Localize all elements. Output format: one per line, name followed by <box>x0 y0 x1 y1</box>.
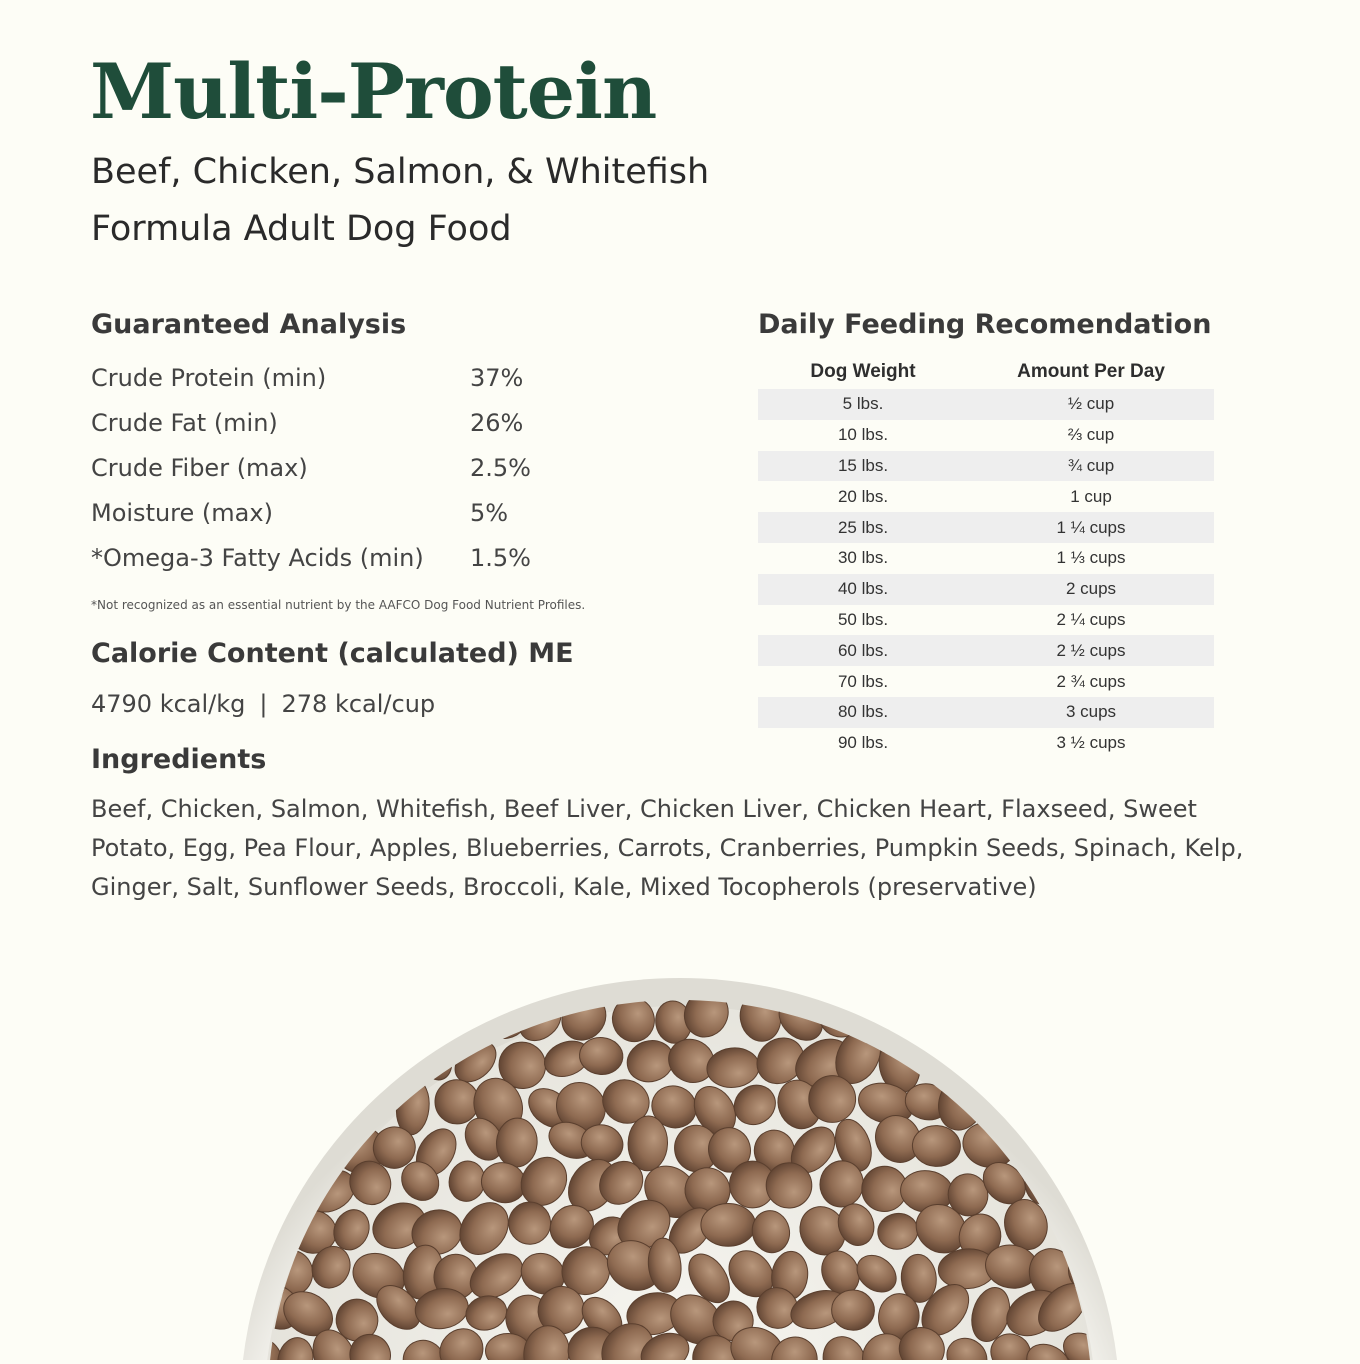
kibble-piece <box>263 1082 315 1123</box>
analysis-label: Crude Fat (min) <box>91 409 278 437</box>
kibble-piece <box>1067 1090 1116 1123</box>
kibble-piece <box>1126 1203 1187 1251</box>
feeding-weight: 25 lbs. <box>758 512 968 543</box>
kibble-piece <box>969 992 1028 1043</box>
ingredients-list: Beef, Chicken, Salmon, Whitefish, Beef Liver, Chicken Liver, Chicken Heart, Flaxseed, Sweet Potato, Egg, Pea Flour, Apples, Blueberries, Carrots, Cranberries, Pumpkin Seeds, Spinach, Kelp, Ginger, Salt, Sunflower Seeds, Broccoli, Kale, Mixed Tocopherols (preservative) <box>91 795 1244 901</box>
feeding-amount: 3 ½ cups <box>1056 733 1126 753</box>
calorie-values <box>91 690 435 718</box>
feeding-header-row <box>758 355 1214 389</box>
kibble-piece <box>314 998 348 1050</box>
feeding-amount: ⅔ cup <box>1067 425 1115 445</box>
table-row <box>758 420 1214 451</box>
kibble-piece <box>329 1032 381 1080</box>
feeding-weight: 30 lbs. <box>837 548 889 568</box>
table-row <box>758 574 1214 605</box>
kibble-piece <box>963 1035 1021 1093</box>
kibble-piece <box>1095 993 1160 1053</box>
table-row <box>758 512 1214 543</box>
analysis-value: 2.5% <box>470 454 531 482</box>
feeding-amount: ¾ cup <box>968 451 1214 482</box>
table-row <box>758 389 1214 420</box>
kibble-piece <box>1108 1157 1146 1208</box>
product-title: Multi-Protein <box>90 47 657 136</box>
kibble-piece <box>242 1046 292 1088</box>
food-bowl-image <box>0 960 1360 1360</box>
food-bowl-illustration <box>0 960 1360 1360</box>
feeding-weight: 50 lbs. <box>837 609 889 629</box>
analysis-label: Crude Fiber (max) <box>91 454 308 482</box>
table-row <box>758 635 1214 666</box>
table-row <box>758 481 1214 512</box>
kibble-piece <box>351 1000 394 1045</box>
kibble-piece <box>1083 1124 1136 1176</box>
kibble-piece <box>1013 1069 1077 1132</box>
analysis-row <box>91 495 611 531</box>
feeding-amount: 2 ½ cups <box>968 635 1214 666</box>
feeding-amount: 2 cups <box>968 574 1214 605</box>
feeding-weight: 40 lbs. <box>758 574 968 605</box>
table-row <box>758 543 1214 574</box>
analysis-label: Crude Protein (min) <box>91 364 327 392</box>
kibble-piece <box>1128 1041 1175 1092</box>
kibble-piece <box>378 981 448 1046</box>
ingredients-heading: Ingredients <box>91 744 267 775</box>
analysis-footnote: *Not recognized as an essential nutrient by the AAFCO Dog Food Nutrient Profiles. <box>91 598 586 612</box>
analysis-label: Moisture (max) <box>91 499 273 527</box>
analysis-value: 5% <box>470 499 509 527</box>
calorie-separator: | <box>259 690 268 718</box>
kibble-piece <box>1120 1277 1190 1348</box>
analysis-row <box>91 360 611 396</box>
product-subtitle-line-1: Beef, Chicken, Salmon, & Whitefish <box>91 152 710 192</box>
kibble-piece <box>701 1204 756 1247</box>
feeding-col-weight: Dog Weight <box>810 361 916 382</box>
table-row <box>758 697 1214 728</box>
kibble-piece <box>272 1030 341 1095</box>
analysis-value: 26% <box>470 409 524 437</box>
kibble-piece <box>239 1119 292 1168</box>
kibble-piece <box>1031 989 1078 1049</box>
feeding-amount: 1 cup <box>1070 486 1112 506</box>
kibble-piece <box>1056 1004 1115 1044</box>
feeding-weight: 5 lbs. <box>758 389 968 420</box>
kibble-piece <box>1109 1334 1164 1360</box>
kibble-piece <box>1083 1205 1148 1262</box>
analysis-row <box>91 405 611 441</box>
kibble-piece <box>998 1043 1048 1081</box>
kibble-piece <box>1043 1027 1096 1085</box>
feeding-amount: 2 ¼ cups <box>1056 609 1126 629</box>
feeding-col-amount: Amount Per Day <box>1017 361 1165 382</box>
table-row <box>758 666 1214 697</box>
kibble-piece <box>237 1083 274 1126</box>
kibble-piece <box>1102 1241 1158 1293</box>
analysis-heading: Guaranteed Analysis <box>91 309 407 340</box>
feeding-weight: 90 lbs. <box>837 733 889 753</box>
analysis-value: 37% <box>470 364 524 392</box>
kibble-piece <box>1133 1116 1175 1172</box>
calorie-per-cup: 278 kcal/cup <box>281 690 436 718</box>
kibble-piece <box>893 984 952 1042</box>
kibble-piece <box>228 997 271 1045</box>
feeding-heading: Daily Feeding Recomendation <box>758 309 1212 340</box>
feeding-weight: 10 lbs. <box>837 425 889 445</box>
analysis-row <box>91 450 611 486</box>
feeding-weight: 70 lbs. <box>837 671 889 691</box>
product-subtitle-line-2: Formula Adult Dog Food <box>91 209 512 249</box>
analysis-row <box>91 540 611 576</box>
feeding-amount: 1 ⅓ cups <box>1056 548 1126 568</box>
kibble-piece <box>224 1164 273 1200</box>
feeding-weight: 60 lbs. <box>758 635 968 666</box>
calorie-heading: Calorie Content (calculated) ME <box>91 638 574 669</box>
table-row <box>758 728 1214 759</box>
table-row <box>758 451 1214 482</box>
table-row <box>758 605 1214 636</box>
feeding-weight: 20 lbs. <box>837 486 889 506</box>
feeding-table <box>758 355 1214 759</box>
kibble-piece <box>1059 1160 1117 1205</box>
kibble-piece <box>934 1001 992 1044</box>
feeding-amount: 3 cups <box>968 697 1214 728</box>
kibble-piece <box>1107 1077 1158 1129</box>
feeding-weight: 15 lbs. <box>758 451 968 482</box>
feeding-weight: 80 lbs. <box>758 697 968 728</box>
analysis-label: *Omega-3 Fatty Acids (min) <box>91 544 424 572</box>
feeding-amount: ½ cup <box>968 389 1214 420</box>
kibble-piece <box>299 1081 357 1135</box>
kibble-piece <box>264 981 320 1046</box>
kibble-piece <box>1078 1037 1136 1094</box>
analysis-value: 1.5% <box>470 544 531 572</box>
feeding-amount: 1 ¼ cups <box>968 512 1214 543</box>
feeding-amount: 2 ¾ cups <box>1056 671 1126 691</box>
calorie-per-kg: 4790 kcal/kg <box>91 690 246 718</box>
